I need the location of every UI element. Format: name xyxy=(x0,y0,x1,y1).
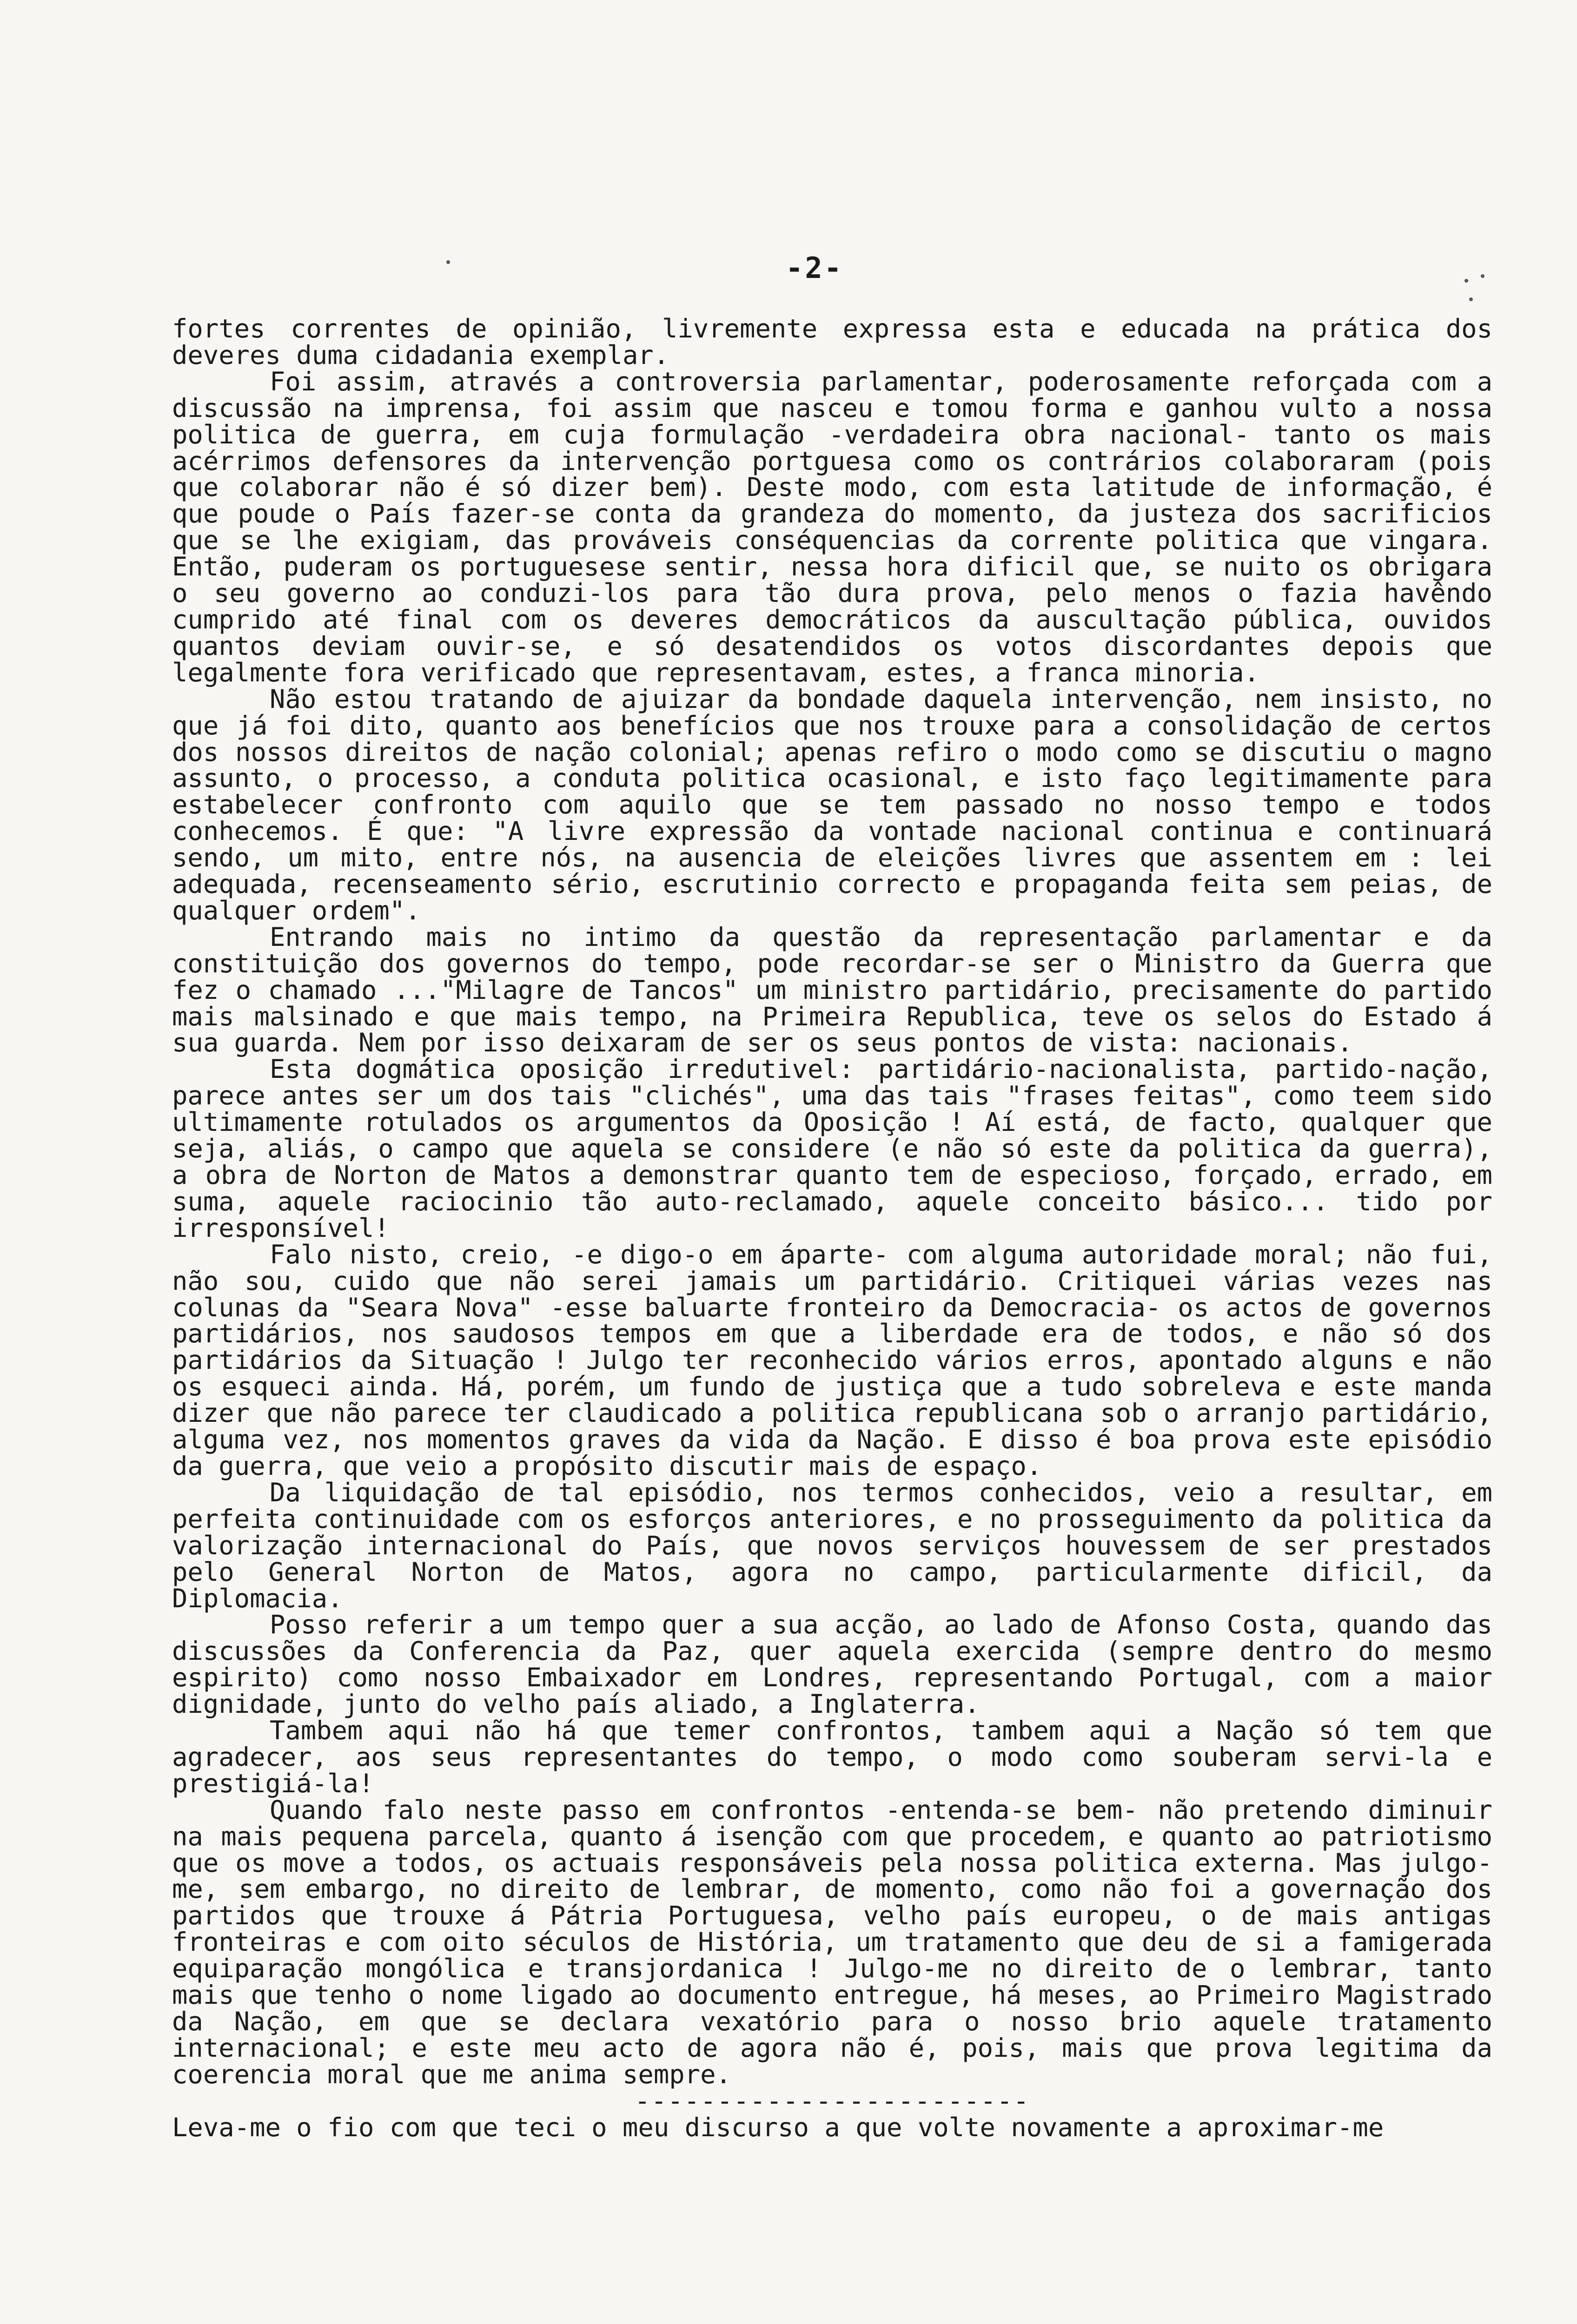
scan-speck xyxy=(1464,279,1468,283)
paragraph-5: Esta dogmática oposição irredutivel: partidário-nacionalista, partido-nação, parece antes ser um dos tais "clichés", uma das tais "frases feitas", como teem sido ultimamente rotulados os argumentos da Oposição ! Aí está, de facto, qualquer que seja, aliás, o campo que aquela se considere (e não só este da politica da guerra), a obra de Norton de Matos a demonstrar quanto tem de especioso, forçado, errado, em suma, aquele raciocinio tão auto-reclamado, aquele conceito básico... tido por irresponsível! xyxy=(172,1054,1492,1243)
scan-speck xyxy=(1481,274,1484,278)
body-text xyxy=(172,316,1492,2141)
closing-line: Leva-me o fio com que teci o meu discurso a que volte novamente a aproximar-me xyxy=(172,2112,1384,2143)
paragraph-2: Foi assim, através a controversia parlamentar, poderosamente reforçada com a discussão na imprensa, foi assim que nasceu e tomou forma e ganhou vulto a nossa politica de guerra, em cuja formulação -verdadeira obra nacional- tanto os mais acérrimos defensores da intervenção portguesa como os contrários colaboraram (pois que colaborar não é só dizer bem). Deste modo, com esta latitude de informação, é que poude o País fazer-se conta da grandeza do momento, da justeza dos sacrificios que se lhe exigiam, das prováveis conséquencias da corrente politica que vingara. Então, puderam os portuguesese sentir, nessa hora dificil que, se nuito os obrigara o seu governo ao conduzi-los para tão dura prova, pelo menos o fazia havêndo cumprido até final com os deveres democráticos da auscultação pública, ouvidos quantos deviam ouvir-se, e só desatendidos os votos discordantes depois que legalmente fora verificado que representavam, estes, a franca minoria. xyxy=(172,366,1492,688)
paragraph-6: Falo nisto, creio, -e digo-o em áparte- com alguma autoridade moral; não fui, não sou, cuido que não serei jamais um partidário. Critiquei várias vezes nas colunas da "Seara Nova" -esse baluarte fronteiro da Democracia- os actos de governos partidários, nos saudosos tempos em que a liberdade era de todos, e não só dos partidários da Situação ! Julgo ter reconhecido vários erros, apontado alguns e não os esqueci ainda. Há, porém, um fundo de justiça que a tudo sobreleva e este manda dizer que não parece ter claudicado a politica republicana sob o arranjo partidário, alguma vez, nos momentos graves da vida da Nação. E disso é boa prova este episódio da guerra, que veio a propósito discutir mais de espaço. xyxy=(172,1239,1492,1481)
scan-speck xyxy=(446,260,450,264)
paragraph-7: Da liquidação de tal episódio, nos termos conhecidos, veio a resultar, em perfeita continuidade com os esforços anteriores, e no prosseguimento da politica da valorização internacional do País, que novos serviços houvessem de ser prestados pelo General Norton de Matos, agora no campo, particularmente dificil, da Diplomacia. xyxy=(172,1477,1492,1614)
paragraph-3: Não estou tratando de ajuizar da bondade daquela intervenção, nem insisto, no que já foi dito, quanto aos benefícios que nos trouxe para a consolidação de certos dos nossos direitos de nação colonial; apenas refiro o modo como se discutiu o magno assunto, o processo, a conduta politica ocasional, e isto faço legitimamente para estabelecer confronto com aquilo que se tem passado no nosso tempo e todos conhecemos. É que: "A livre expressão da vontade nacional continua e continuará sendo, um mito, entre nós, na ausencia de eleições livres que assentem em : lei adequada, recenseamento sério, escrutinio correcto e propaganda feita sem peias, de qualquer ordem". xyxy=(172,684,1492,926)
paragraph-4: Entrando mais no intimo da questão da representação parlamentar e da constituição dos governos do tempo, pode recordar-se ser o Ministro da Guerra que fez o chamado ..."Milagre de Tancos" um ministro partidário, precisamente do partido mais malsinado e que mais tempo, na Primeira Republica, teve os selos do Estado á sua guarda. Nem por isso deixaram de ser os seus pontos de vista: nacionais. xyxy=(172,922,1492,1058)
paragraph-9: Tambem aqui não há que temer confrontos, tambem aqui a Nação só tem que agradecer, aos seus representantes do tempo, o modo como souberam servi-la e prestigiá-la! xyxy=(172,1716,1492,1799)
paragraph-1: fortes correntes de opinião, livremente expressa esta e educada na prática dos deveres duma cidadania exemplar. xyxy=(172,314,1492,370)
scan-speck xyxy=(1469,297,1473,301)
section-divider: ------------------------ xyxy=(635,2086,1030,2116)
paragraph-10: Quando falo neste passo em confrontos -entenda-se bem- não pretendo diminuir na mais pequena parcela, quanto á isenção com que procedem, e quanto ao patriotismo que os move a todos, os actuais responsáveis pela nossa politica externa. Mas julgo-me, sem embargo, no direito de lembrar, de momento, como não foi a governação dos partidos que trouxe á Pátria Portuguesa, velho país europeu, o de mais antigas fronteiras e com oito séculos de História, um tratamento que deu de si a famigerada equiparação mongólica e transjordanica ! Julgo-me no direito de o lembrar, tanto mais que tenho o nome ligado ao documento entregue, há meses, ao Primeiro Magistrado da Nação, em que se declara vexatório para o nosso brio aquele tratamento internacional; e este meu acto de agora não é, pois, mais que prova legitima da coerencia moral que me anima sempre. xyxy=(172,1795,1492,2090)
page-number: -2- xyxy=(786,251,843,285)
paragraph-8: Posso referir a um tempo quer a sua acção, ao lado de Afonso Costa, quando das discussões da Conferencia da Paz, quer aquela exercida (sempre dentro do mesmo espirito) como nosso Embaixador em Londres, representando Portugal, com a maior dignidade, junto do velho país aliado, a Inglaterra. xyxy=(172,1610,1492,1720)
